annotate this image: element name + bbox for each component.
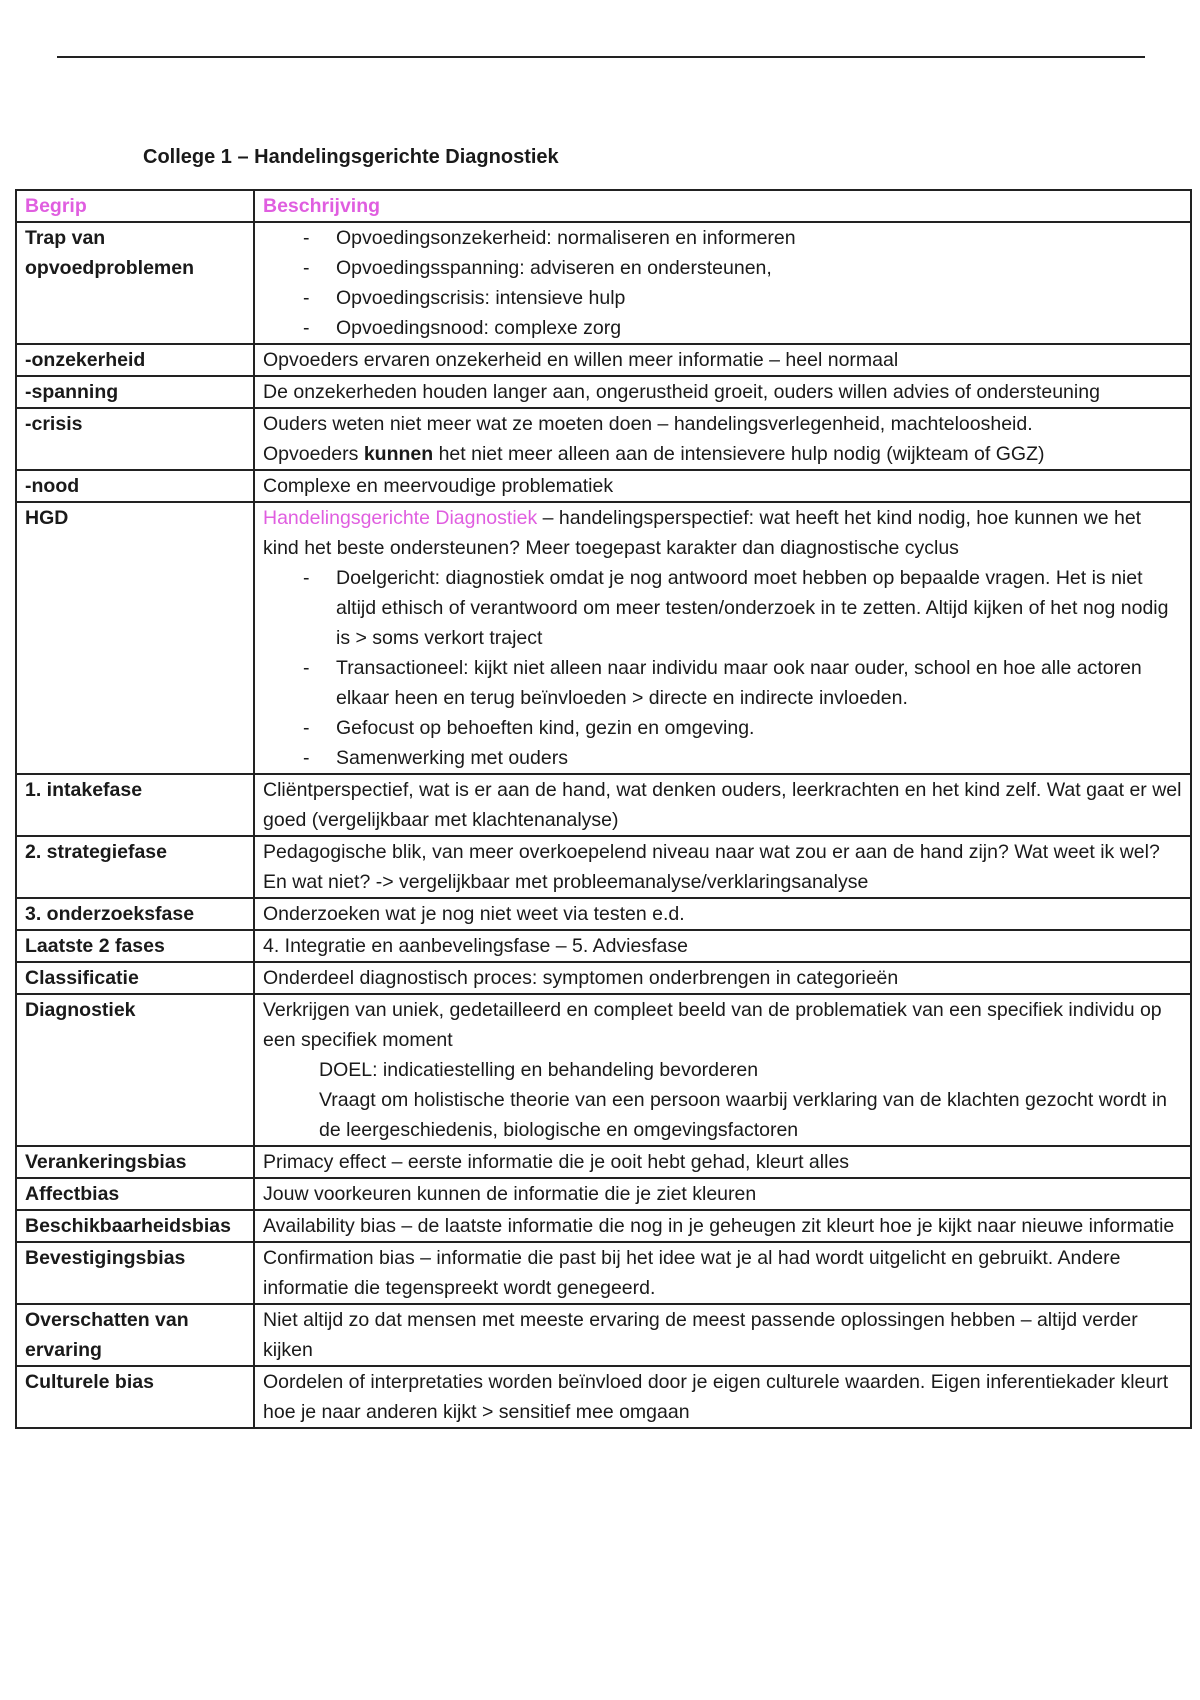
term-cell: Verankeringsbias — [16, 1146, 254, 1178]
table-row — [16, 222, 1191, 344]
goal-line: DOEL: indicatiestelling en behandeling bevorderen — [319, 1059, 759, 1081]
description-cell — [254, 222, 1191, 344]
dash-list — [263, 563, 1182, 773]
term-cell: HGD — [16, 502, 254, 774]
text-span: Opvoeders — [263, 443, 364, 465]
description-cell: Onderzoeken wat je nog niet weet via testen e.d. — [254, 898, 1191, 930]
term-cell: 1. intakefase — [16, 774, 254, 836]
table-row — [16, 470, 1191, 502]
table-row — [16, 1178, 1191, 1210]
term-cell: -nood — [16, 470, 254, 502]
term-cell: -spanning — [16, 376, 254, 408]
description-cell — [254, 408, 1191, 470]
term-cell: Diagnostiek — [16, 994, 254, 1146]
table-row — [16, 962, 1191, 994]
bold-word: kunnen — [363, 443, 434, 465]
list-item: - Opvoedingsspanning: adviseren en ondersteunen, — [303, 253, 1182, 283]
description-line: Ouders weten niet meer wat ze moeten doen – handelingsverlegenheid, machteloosheid. — [263, 413, 1033, 435]
term-cell: Beschikbaarheidsbias — [16, 1210, 254, 1242]
dash-list — [263, 223, 1182, 343]
description-cell: Primacy effect – eerste informatie die je ooit hebt gehad, kleurt alles — [254, 1146, 1191, 1178]
list-item: - Opvoedingsnood: complexe zorg — [303, 313, 1182, 343]
term-cell: -onzekerheid — [16, 344, 254, 376]
term-cell: Affectbias — [16, 1178, 254, 1210]
description-cell: Onderdeel diagnostisch proces: symptomen onderbrengen in categorieën — [254, 962, 1191, 994]
description-intro — [263, 503, 1182, 563]
description-cell: Complexe en meervoudige problematiek — [254, 470, 1191, 502]
table-row — [16, 408, 1191, 470]
description-cell: 4. Integratie en aanbevelingsfase – 5. Adviesfase — [254, 930, 1191, 962]
description-line — [263, 439, 1182, 469]
table-row — [16, 836, 1191, 898]
terms-table — [15, 189, 1192, 1429]
description-cell: Cliëntperspectief, wat is er aan de hand, wat denken ouders, leerkrachten en het kind zelf. Wat gaat er wel goed (vergelijkbaar met klachtenanalyse) — [254, 774, 1191, 836]
description-line: Verkrijgen van uniek, gedetailleerd en compleet beeld van de problematiek van een specifiek individu op een specifiek moment — [263, 999, 1162, 1051]
page-title: College 1 – Handelingsgerichte Diagnostiek — [143, 146, 559, 168]
description-cell: Niet altijd zo dat mensen met meeste ervaring de meest passende oplossingen hebben – altijd verder kijken — [254, 1304, 1191, 1366]
description-cell: Pedagogische blik, van meer overkoepelend niveau naar wat zou er aan de hand zijn? Wat weet ik wel? En wat niet? -> vergelijkbaar met probleemanalyse/verklaringsanalyse — [254, 836, 1191, 898]
term-cell: Trap van opvoedproblemen — [16, 222, 254, 344]
table-row — [16, 930, 1191, 962]
table-row — [16, 1366, 1191, 1428]
term-cell: Culturele bias — [16, 1366, 254, 1428]
text-span: – handelingsperspectief: wat heeft het kind nodig, hoe kunnen we het kind het beste ondersteunen? Meer toegepast karakter dan diagnostische cyclus — [263, 507, 1142, 559]
description-cell — [254, 502, 1191, 774]
description-cell: Opvoeders ervaren onzekerheid en willen meer informatie – heel normaal — [254, 344, 1191, 376]
table-row — [16, 1146, 1191, 1178]
table-header-row — [16, 190, 1191, 222]
description-cell — [254, 994, 1191, 1146]
highlighted-term: Handelingsgerichte Diagnostiek — [263, 507, 538, 529]
term-cell: -crisis — [16, 408, 254, 470]
description-cell: Availability bias – de laatste informatie die nog in je geheugen zit kleurt hoe je kijkt naar nieuwe informatie — [254, 1210, 1191, 1242]
table-row — [16, 994, 1191, 1146]
table-row — [16, 502, 1191, 774]
table-row — [16, 1304, 1191, 1366]
column-header-description: Beschrijving — [254, 190, 1191, 222]
term-cell: Overschatten van ervaring — [16, 1304, 254, 1366]
list-item: - Gefocust op behoeften kind, gezin en omgeving. — [303, 713, 1182, 743]
text-span: het niet meer alleen aan de intensievere hulp nodig (wijkteam of GGZ) — [433, 443, 1045, 465]
theory-line: Vraagt om holistische theorie van een persoon waarbij verklaring van de klachten gezocht wordt in de leergeschiedenis, biologische en omgevingsfactoren — [319, 1089, 1168, 1141]
description-cell: Oordelen of interpretaties worden beïnvloed door je eigen culturele waarden. Eigen inferentiekader kleurt hoe je naar anderen kijkt > sensitief mee omgaan — [254, 1366, 1191, 1428]
term-cell: Classificatie — [16, 962, 254, 994]
description-cell: Jouw voorkeuren kunnen de informatie die je ziet kleuren — [254, 1178, 1191, 1210]
term-cell: 2. strategiefase — [16, 836, 254, 898]
table-row — [16, 344, 1191, 376]
table-row — [16, 1210, 1191, 1242]
table-row — [16, 1242, 1191, 1304]
description-cell: Confirmation bias – informatie die past bij het idee wat je al had wordt uitgelicht en gebruikt. Andere informatie die tegenspreekt wordt genegeerd. — [254, 1242, 1191, 1304]
column-header-term: Begrip — [16, 190, 254, 222]
table-row — [16, 898, 1191, 930]
table-row — [16, 774, 1191, 836]
list-item: - Transactioneel: kijkt niet alleen naar individu maar ook naar ouder, school en hoe alle actoren elkaar heen en terug beïnvloeden > directe en indirecte invloeden. — [303, 653, 1182, 713]
list-item: - Samenwerking met ouders — [303, 743, 1182, 773]
top-rule — [57, 56, 1145, 58]
term-cell: Bevestigingsbias — [16, 1242, 254, 1304]
term-cell: Laatste 2 fases — [16, 930, 254, 962]
list-item: - Doelgericht: diagnostiek omdat je nog antwoord moet hebben op bepaalde vragen. Het is niet altijd ethisch of verantwoord om meer testen/onderzoek in te zetten. Altijd kijken of het nog nodig is > soms verkort traject — [303, 563, 1182, 653]
term-cell: 3. onderzoeksfase — [16, 898, 254, 930]
table-row — [16, 376, 1191, 408]
list-item: - Opvoedingscrisis: intensieve hulp — [303, 283, 1182, 313]
list-item: - Opvoedingsonzekerheid: normaliseren en informeren — [303, 223, 1182, 253]
description-cell: De onzekerheden houden langer aan, ongerustheid groeit, ouders willen advies of ondersteuning — [254, 376, 1191, 408]
